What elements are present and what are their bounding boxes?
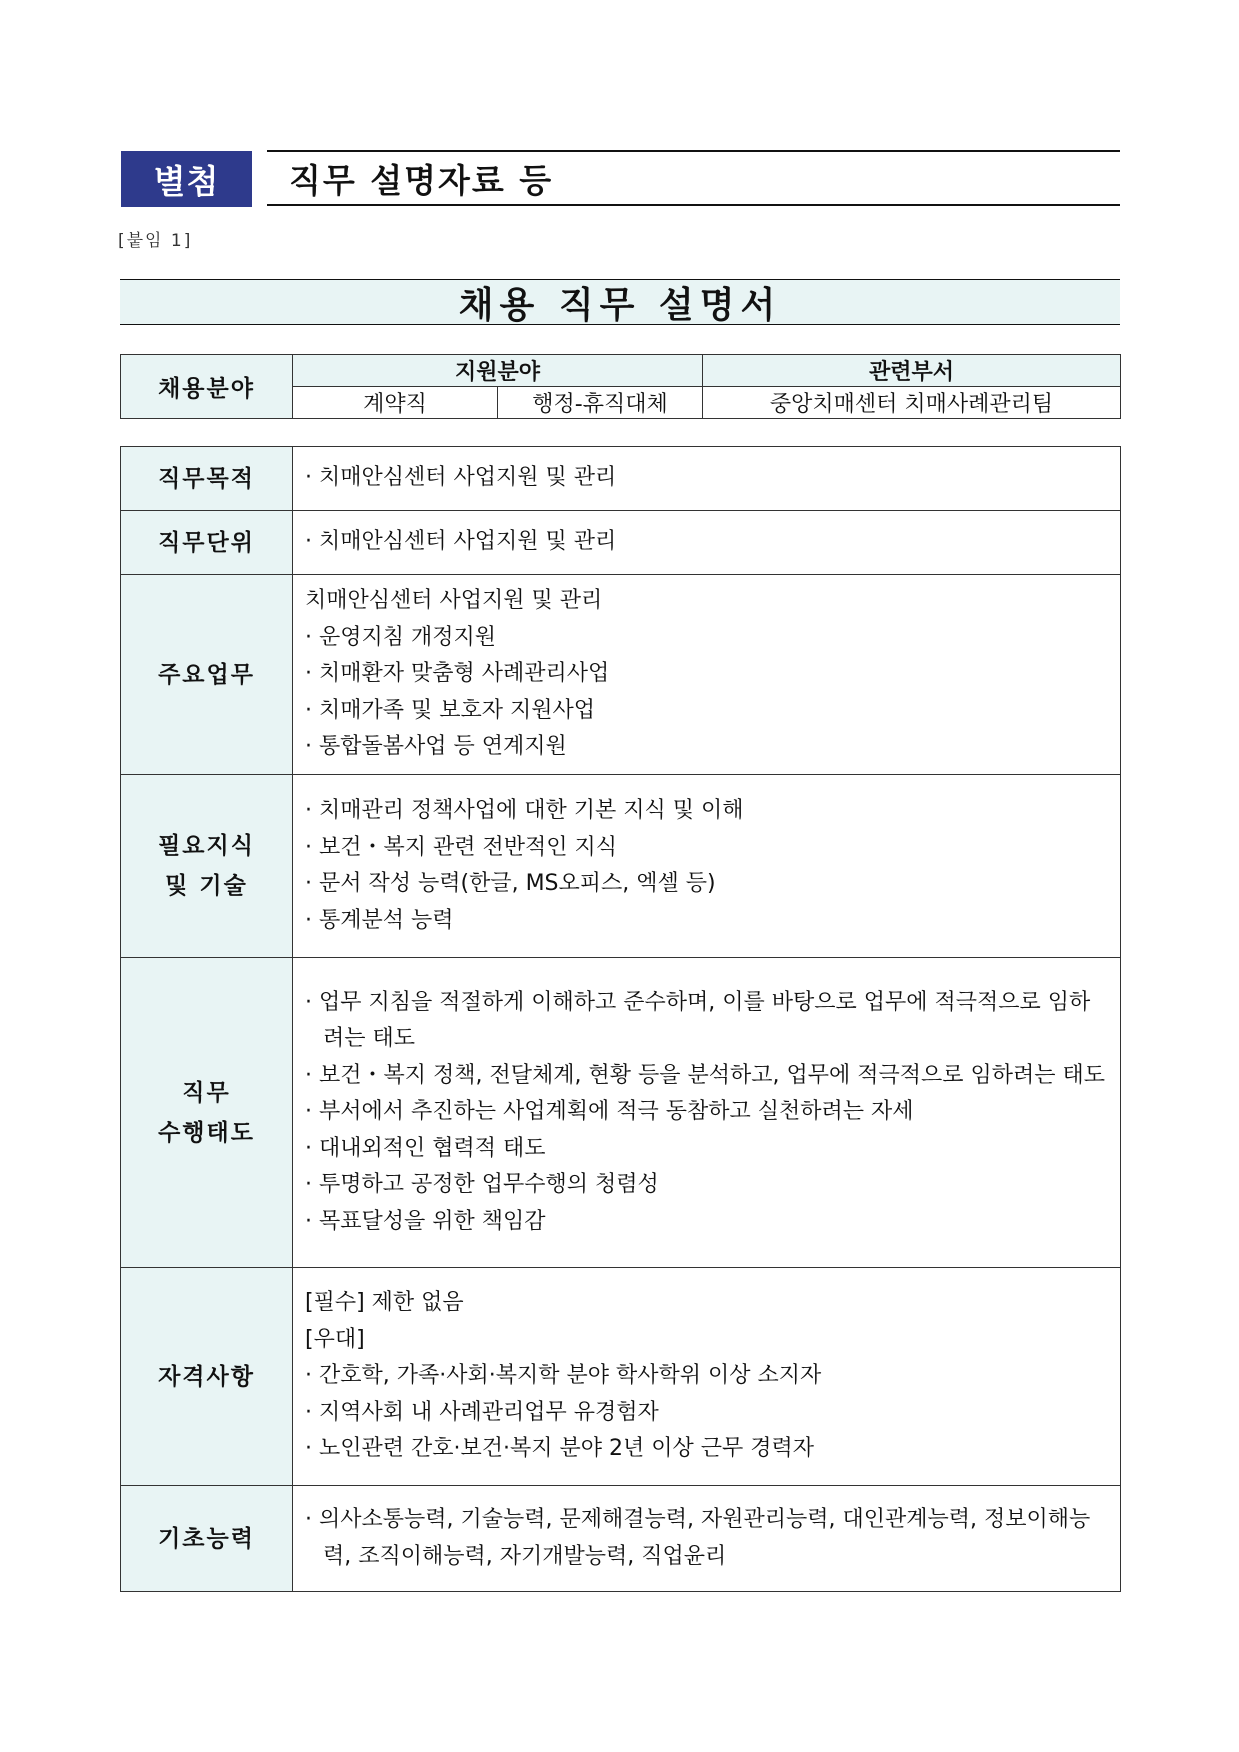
list-item: · 대내외적인 협력적 태도	[305, 1131, 1110, 1168]
list-item: · 노인관련 간호·보건·복지 분야 2년 이상 근무 경력자	[305, 1431, 1110, 1468]
duties-row	[121, 575, 1121, 775]
list-item: · 문서 작성 능력(한글, MS오피스, 엑셀 등)	[305, 866, 1110, 903]
attachment-title: 직무 설명자료 등	[267, 150, 1120, 206]
qualifications-label: 자격사항	[121, 1268, 293, 1486]
list-item: · 운영지침 개정지원	[305, 620, 1110, 657]
document-title: 채용 직무 설명서	[120, 279, 1120, 325]
qualifications-row	[121, 1268, 1121, 1486]
duties-content	[293, 575, 1121, 775]
unit-content	[293, 511, 1121, 575]
knowledge-row	[121, 775, 1121, 958]
attachment-number-label: [붙임 1]	[118, 231, 193, 251]
attitude-row	[121, 958, 1121, 1268]
list-item: · 업무 지침을 적절하게 이해하고 준수하며, 이를 바탕으로 업무에 적극적으로 임하려는 태도	[305, 985, 1110, 1058]
knowledge-label-line1: 필요지식	[158, 833, 255, 859]
list-item: · 치매관리 정책사업에 대한 기본 지식 및 이해	[305, 793, 1110, 830]
duties-label: 주요업무	[121, 575, 293, 775]
unit-label: 직무단위	[121, 511, 293, 575]
knowledge-label-line2: 및 기술	[165, 873, 248, 899]
knowledge-label	[121, 775, 293, 958]
unit-row	[121, 511, 1121, 575]
knowledge-content	[293, 775, 1121, 958]
duties-intro: 치매안심센터 사업지원 및 관리	[305, 588, 603, 614]
list-item: · 간호학, 가족·사회·복지학 분야 학사학위 이상 소지자	[305, 1358, 1110, 1395]
attitude-label	[121, 958, 293, 1268]
basic-skills-content	[293, 1486, 1121, 1592]
purpose-row	[121, 447, 1121, 511]
employment-type-cell: 계약직	[293, 387, 498, 419]
list-item: · 보건・복지 정책, 전달체계, 현황 등을 분석하고, 업무에 적극적으로 임하려는 태도	[305, 1058, 1110, 1095]
list-item: · 치매환자 맞춤형 사례관리사업	[305, 656, 1110, 693]
job-description-table	[120, 446, 1121, 1592]
purpose-label: 직무목적	[121, 447, 293, 511]
list-item: · 통합돌봄사업 등 연계지원	[305, 729, 1110, 766]
preferred-heading: [우대]	[305, 1326, 365, 1352]
list-item: · 치매안심센터 사업지원 및 관리	[305, 524, 1110, 561]
list-item: · 지역사회 내 사례관리업무 유경험자	[305, 1395, 1110, 1432]
recruitment-field-label: 채용분야	[121, 355, 293, 419]
support-field-header: 지원분야	[293, 355, 703, 387]
list-item: · 보건・복지 관련 전반적인 지식	[305, 830, 1110, 867]
position-cell: 행정-휴직대체	[498, 387, 703, 419]
basic-skills-label: 기초능력	[121, 1486, 293, 1592]
basic-skills-row	[121, 1486, 1121, 1592]
attitude-content	[293, 958, 1121, 1268]
related-department-header: 관련부서	[703, 355, 1121, 387]
recruitment-field-table	[120, 354, 1121, 419]
attitude-label-line2: 수행태도	[158, 1119, 255, 1146]
qualifications-content	[293, 1268, 1121, 1486]
purpose-content	[293, 447, 1121, 511]
list-item: · 투명하고 공정한 업무수행의 청렴성	[305, 1167, 1110, 1204]
attachment-header	[121, 150, 1120, 208]
department-cell: 중앙치매센터 치매사례관리팀	[703, 387, 1121, 419]
list-item: · 치매가족 및 보호자 지원사업	[305, 693, 1110, 730]
list-item: · 부서에서 추진하는 사업계획에 적극 동참하고 실천하려는 자세	[305, 1094, 1110, 1131]
list-item: · 목표달성을 위한 책임감	[305, 1204, 1110, 1241]
list-item: · 의사소통능력, 기술능력, 문제해결능력, 자원관리능력, 대인관계능력, 정보이해능력, 조직이해능력, 자기개발능력, 직업윤리	[305, 1502, 1110, 1575]
list-item: · 치매안심센터 사업지원 및 관리	[305, 460, 1110, 497]
required-qualification: [필수] 제한 없음	[305, 1290, 464, 1316]
attitude-label-line1: 직무	[182, 1079, 231, 1106]
list-item: · 통계분석 능력	[305, 903, 1110, 940]
attachment-badge: 별첨	[121, 151, 252, 207]
